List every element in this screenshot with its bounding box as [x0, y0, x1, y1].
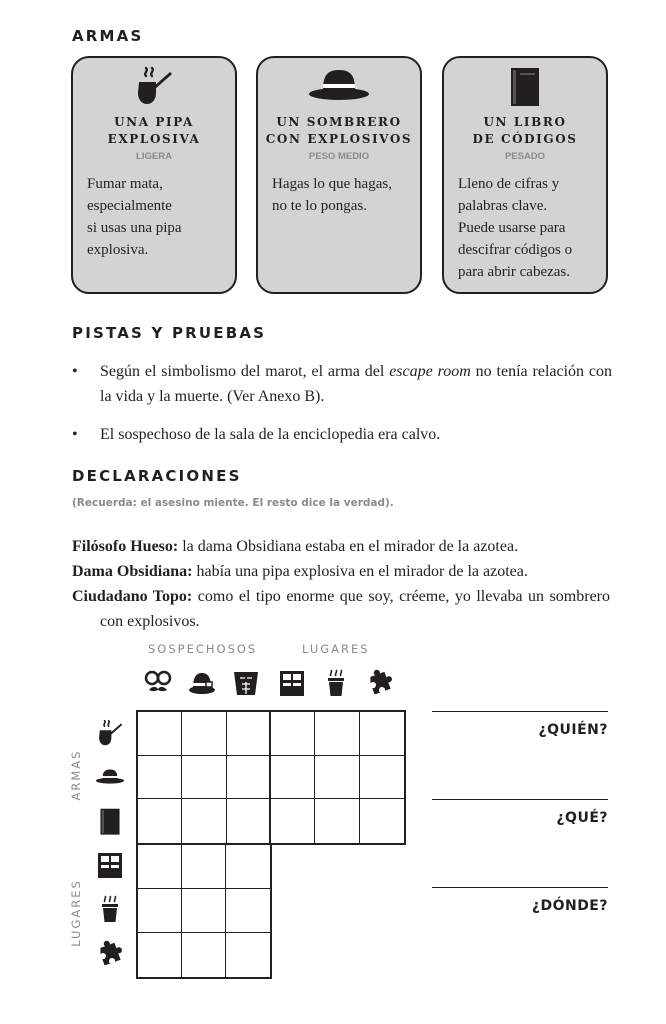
grid-cell[interactable]: [226, 889, 270, 933]
grid-cell[interactable]: [182, 933, 226, 977]
sunglasses-mustache-icon: [142, 667, 174, 699]
bookshelf-icon: [94, 849, 126, 881]
deduction-grid-places: [136, 843, 272, 979]
places-header-side: LUGARES: [69, 879, 83, 947]
statement-text: la dama Obsidiana estaba en el mirador de la azotea.: [178, 538, 519, 555]
answer-line-who: [432, 711, 608, 712]
puzzle-piece-icon: [94, 938, 126, 970]
bullet: •: [72, 363, 78, 380]
weapon-description: Fumar mata, especialmente si usas una pipa explosiva.: [87, 176, 182, 258]
trash-bin-icon: [94, 893, 126, 925]
answer-line-where: [432, 887, 608, 888]
statement-speaker: Ciudadano Topo:: [72, 588, 193, 605]
grid-cell[interactable]: [315, 756, 359, 800]
pipe-icon: [73, 64, 235, 108]
statement-speaker: Dama Obsidiana:: [72, 563, 193, 580]
places-header-top: LUGARES: [302, 642, 370, 656]
clue-text: Según el simbolismo del marot, el arma del escape room no tenía relación con la vida y la muerte. (Ver Anexo B).: [100, 363, 613, 405]
weapon-name: UN SOMBRERO CON EXPLOSIVOS: [265, 115, 413, 146]
book-icon: [444, 64, 606, 108]
weapon-description: Hagas lo que hagas, no te lo pongas.: [272, 176, 392, 214]
grid-cell[interactable]: [138, 845, 182, 889]
statement-text: como el tipo enorme que soy, créeme, yo llevaba un sombrero con explosivos.: [100, 588, 611, 630]
weapon-name: UN LIBRO DE CÓDIGOS: [472, 115, 578, 146]
bullet: •: [72, 426, 78, 443]
grid-cell[interactable]: [182, 889, 226, 933]
deduction-grid-weapons: [136, 710, 406, 845]
statement: [72, 585, 610, 634]
statement: [72, 535, 610, 560]
grid-cell[interactable]: [138, 933, 182, 977]
book-icon: [94, 805, 126, 837]
grid-cell[interactable]: [227, 756, 271, 800]
grid-cell[interactable]: [360, 712, 404, 756]
grid-cell[interactable]: [271, 756, 315, 800]
grid-cell[interactable]: [227, 712, 271, 756]
weapons-header-side: ARMAS: [69, 749, 83, 801]
grid-cell[interactable]: [360, 799, 404, 843]
muscular-torso-icon: [230, 667, 262, 699]
grid-cell[interactable]: [138, 889, 182, 933]
grid-cell[interactable]: [226, 845, 270, 889]
weapon-description: Lleno de cifras y palabras clave. Puede usarse para descifrar códigos o para abrir cabezas.: [458, 176, 573, 280]
statement-speaker: Filósofo Hueso:: [72, 538, 179, 555]
weapon-name: UNA PIPA EXPLOSIVA: [107, 115, 201, 146]
grid-cell[interactable]: [182, 712, 226, 756]
hat-icon: [94, 761, 126, 793]
weapon-weight: PESO MEDIO: [308, 151, 370, 162]
grid-cell[interactable]: [271, 799, 315, 843]
answer-label-what: ¿QUÉ?: [556, 810, 608, 826]
clue-item: [72, 359, 612, 409]
suspects-header: SOSPECHOSOS: [148, 642, 258, 656]
grid-cell[interactable]: [138, 712, 182, 756]
grid-cell[interactable]: [138, 799, 182, 843]
bowler-hat-icon: [186, 667, 218, 699]
answer-label-where: ¿DÓNDE?: [531, 898, 608, 914]
statement-text: había una pipa explosiva en el mirador de la azotea.: [192, 563, 528, 580]
grid-cell[interactable]: [182, 756, 226, 800]
grid-cell[interactable]: [227, 799, 271, 843]
grid-cell[interactable]: [226, 933, 270, 977]
answer-line-what: [432, 799, 608, 800]
clue-item: [72, 422, 612, 447]
statement: [72, 560, 610, 585]
puzzle-piece-icon: [364, 667, 396, 699]
weapon-card-hat: [256, 56, 422, 294]
clue-text: El sospechoso de la sala de la enciclopedia era calvo.: [100, 426, 441, 443]
weapon-card-book: [442, 56, 608, 294]
bookshelf-icon: [276, 667, 308, 699]
weapons-section-title: ARMAS: [72, 27, 144, 45]
answer-label-who: ¿QUIÉN?: [538, 722, 608, 738]
grid-cell[interactable]: [182, 799, 226, 843]
grid-cell[interactable]: [315, 799, 359, 843]
statements-section-title: DECLARACIONES: [72, 467, 242, 485]
clues-section-title: PISTAS Y PRUEBAS: [72, 324, 267, 342]
weapon-weight: PESADO: [504, 151, 546, 162]
grid-cell[interactable]: [360, 756, 404, 800]
grid-cell[interactable]: [315, 712, 359, 756]
grid-cell[interactable]: [271, 712, 315, 756]
grid-cell[interactable]: [182, 845, 226, 889]
grid-cell[interactable]: [138, 756, 182, 800]
pipe-icon: [94, 717, 126, 749]
trash-bin-icon: [320, 667, 352, 699]
weapon-card-pipe: [71, 56, 237, 294]
statements-note: (Recuerda: el asesino miente. El resto dice la verdad).: [72, 497, 394, 509]
weapon-weight: LIGERA: [136, 151, 172, 162]
hat-icon: [258, 64, 420, 108]
